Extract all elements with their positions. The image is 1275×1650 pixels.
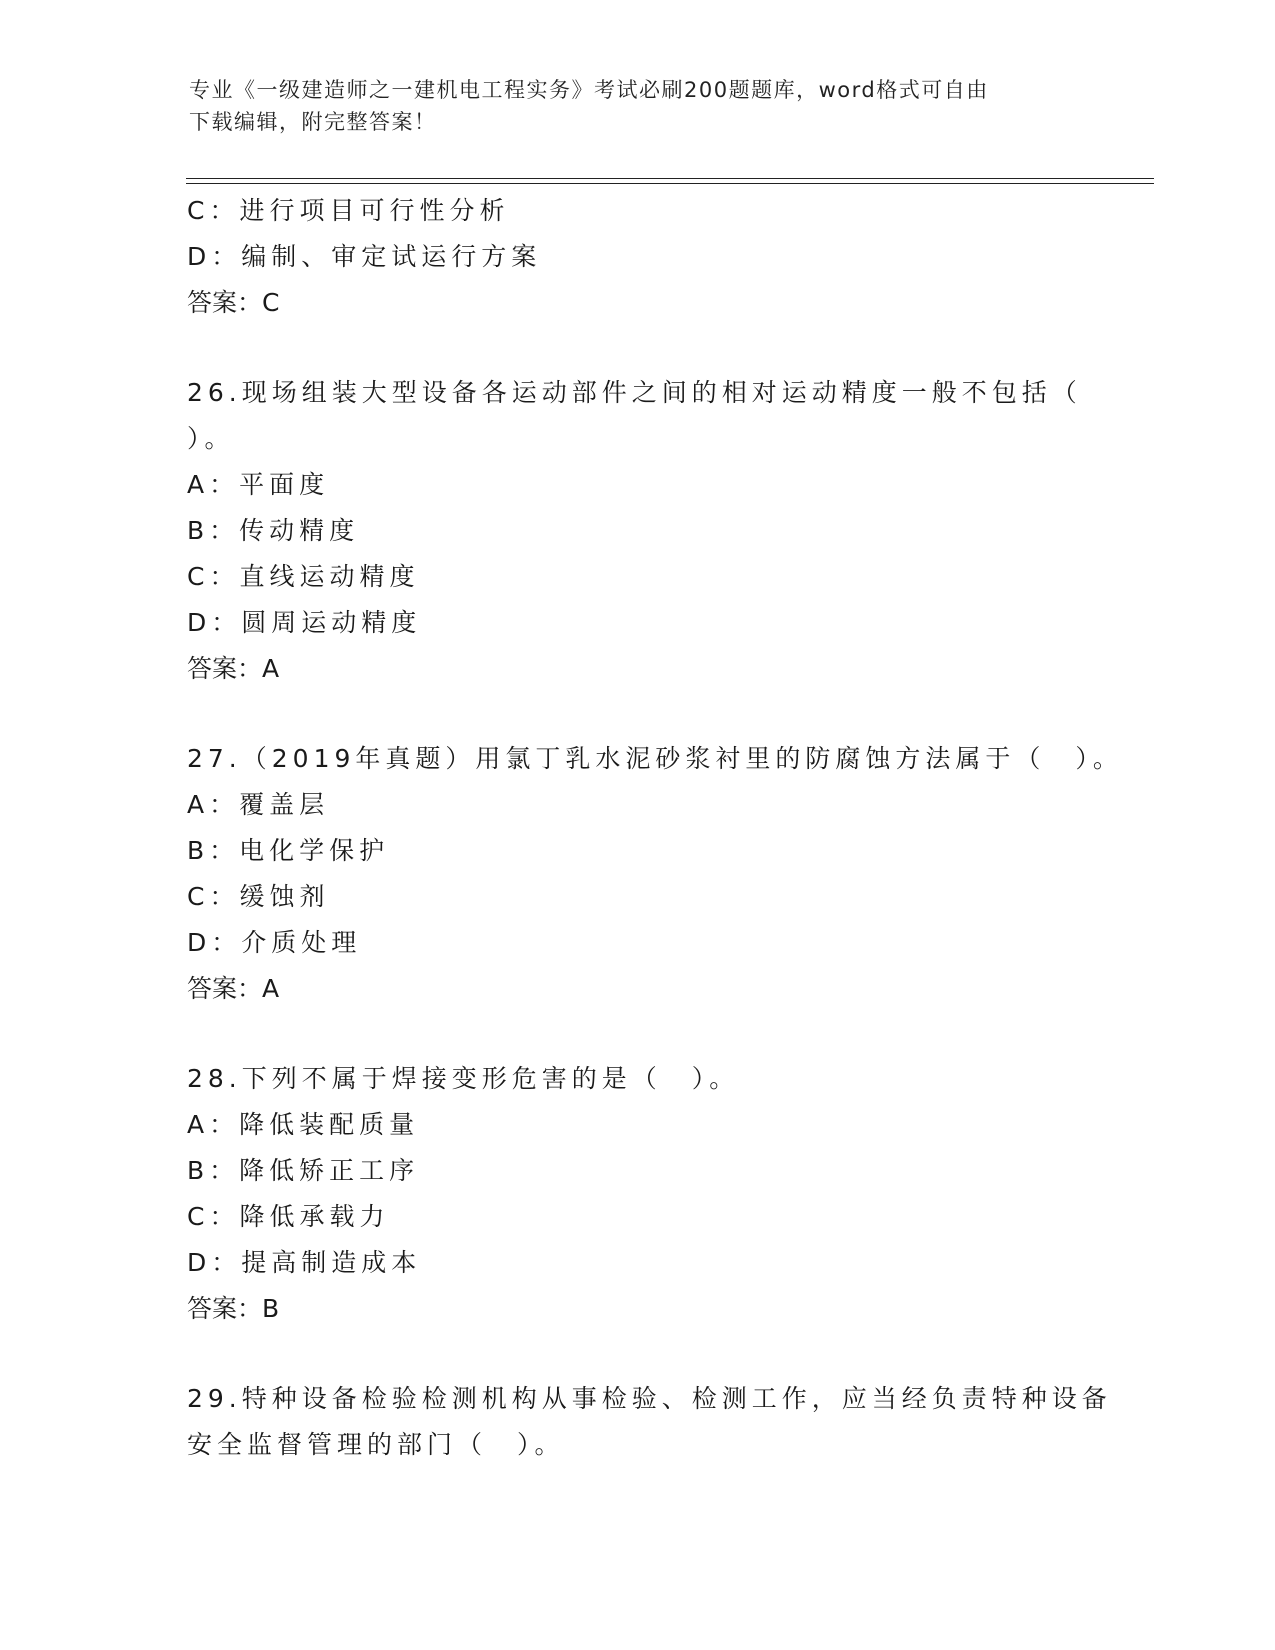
option-c: C：进行项目可行性分析 [187,196,510,225]
answer: 答案：C [187,288,280,317]
question-25-tail [187,188,1107,326]
option-b: B：降低矫正工序 [187,1156,420,1185]
question-29 [187,1376,1112,1468]
answer: 答案：A [187,654,280,683]
spacer [187,326,1107,370]
option-c: C：直线运动精度 [187,562,420,591]
question-27 [187,736,1123,1012]
option-a: A：平面度 [187,470,330,499]
question-text-line: 28.下列不属于焊接变形危害的是（ ）。 [187,1064,740,1093]
option-b: B：电化学保护 [187,836,390,865]
header-rule-thin [186,183,1154,184]
question-text-line: 29.特种设备检验检测机构从事检验、检测工作，应当经负责特种设备 [187,1384,1112,1413]
question-text-line: 27.（2019年真题）用氯丁乳水泥砂浆衬里的防腐蚀方法属于（ ）。 [187,744,1123,773]
header-line-2: 下载编辑，附完整答案！ [189,110,437,134]
spacer [187,1332,1107,1376]
option-d: D：编制、审定试运行方案 [187,242,542,271]
question-text-line: 安全监督管理的部门（ ）。 [187,1430,565,1459]
answer: 答案：B [187,1294,280,1323]
option-a: A：覆盖层 [187,790,330,819]
answer: 答案：A [187,974,280,1003]
header-rule-thick [186,178,1154,179]
document-header [189,74,1089,138]
option-d: D：圆周运动精度 [187,608,422,637]
header-line-1: 专业《一级建造师之一建机电工程实务》考试必刷200题题库，word格式可自由 [189,78,989,102]
question-28 [187,1056,1107,1332]
option-b: B：传动精度 [187,516,360,545]
option-d: D：提高制造成本 [187,1248,422,1277]
question-26 [187,370,1107,692]
spacer [187,1012,1107,1056]
option-c: C：缓蚀剂 [187,882,330,911]
question-text-line: 26.现场组装大型设备各运动部件之间的相对运动精度一般不包括（ [187,378,1082,407]
question-text-line: ）。 [187,424,235,453]
spacer [187,692,1107,736]
option-d: D：介质处理 [187,928,362,957]
question-list [187,188,1123,1468]
option-c: C：降低承载力 [187,1202,390,1231]
option-a: A：降低装配质量 [187,1110,420,1139]
